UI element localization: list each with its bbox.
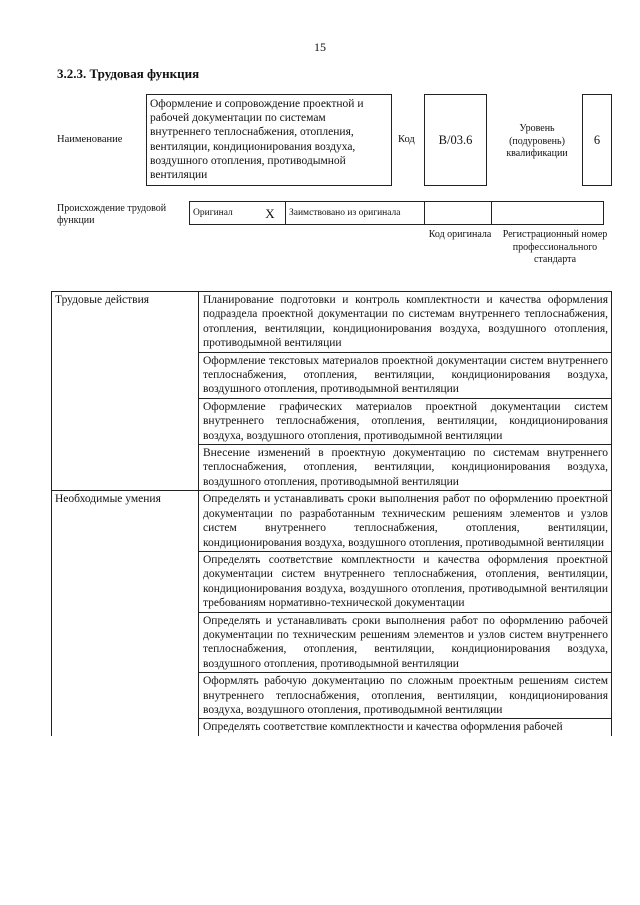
borrowed-label: Заимствовано из оригинала — [289, 207, 401, 218]
skill-item: Оформлять рабочую документацию по сложным проектным решениям систем внутреннего теплоснабжения, отопления, вентиляции, кондиционирования воздуха, воздушного отопления, противодымной вентиляции — [199, 673, 612, 719]
reg-number-caption: Регистрационный номер профессионального стандарта — [502, 229, 608, 265]
code-original-caption: Код оригинала — [428, 229, 492, 240]
code-label: Код — [398, 134, 415, 145]
labor-action-item: Оформление графических материалов проектной документации систем внутреннего теплоснабжения, отопления, вентиляции, кондиционирования воздуха, воздушного отопления, противодымной вентиляции — [199, 398, 612, 444]
table-row — [52, 292, 612, 353]
code-value: B/03.6 — [438, 132, 473, 147]
origin-label: Происхождение трудовой функции — [57, 203, 167, 226]
row-label-labor-actions: Трудовые действия — [52, 292, 199, 491]
main-table — [51, 291, 612, 736]
page-number: 15 — [314, 40, 326, 54]
skill-item: Определять и устанавливать сроки выполнения работ по оформлению рабочей документации по техническим решениям элементов и узлов систем внутреннего теплоснабжения, отопления, вентиляции, кондиционирования воздуха, воздушного отопления, противодымной вентиляции — [199, 612, 612, 673]
skill-item: Определять соответствие комплектности и качества оформления проектной документации систем внутреннего теплоснабжения, отопления, вентиляции, кондиционирования воздуха, воздушного отопления, противодымной вентиляции требованиям нормативно-технической документации — [199, 551, 612, 612]
level-label: Уровень (подуровень) квалификации — [506, 123, 568, 159]
origin-table — [189, 201, 604, 225]
labor-action-item: Планирование подготовки и контроль комплектности и качества оформления подраздела проектной документации по системам внутреннего теплоснабжения, отопления, вентиляции, кондиционирования воздуха, воздушного отопления, противодымной вентиляции — [199, 292, 612, 353]
reg-number-cell — [492, 202, 604, 225]
level-value: 6 — [593, 132, 601, 147]
level-value-box — [582, 94, 612, 186]
name-value: Оформление и сопровождение проектной и рабочей документации по системам внутреннего теплоснабжения, отопления, вентиляции, кондиционирования воздуха, воздушного отопления, противодымной вентиляции — [150, 98, 364, 182]
section-title: 3.2.3. Трудовая функция — [57, 66, 200, 81]
skill-item: Определять соответствие комплектности и качества оформления рабочей — [199, 719, 612, 736]
name-value-box — [146, 94, 392, 186]
original-mark-cell — [255, 202, 286, 225]
row-label-required-skills: Необходимые умения — [52, 491, 199, 736]
code-original-cell — [425, 202, 492, 225]
labor-action-item: Внесение изменений в проектную документацию по системам внутреннего теплоснабжения, отопления, вентиляции, кондиционирования воздуха, воздушного отопления, противодымной вентиляции — [199, 445, 612, 491]
borrowed-cell — [286, 202, 425, 225]
code-value-box — [424, 94, 487, 186]
original-label-cell — [190, 202, 256, 225]
skill-item: Определять и устанавливать сроки выполнения работ по оформлению проектной документации по разработанным техническим решениям элементов и узлов систем внутреннего теплоснабжения, отопления, вентиляции, кондиционирования воздуха, воздушного отопления, противодымной вентиляции — [199, 491, 612, 552]
table-row — [52, 491, 612, 552]
original-mark: X — [265, 205, 275, 221]
labor-action-item: Оформление текстовых материалов проектной документации систем внутреннего теплоснабжения, отопления, вентиляции, кондиционирования воздуха, воздушного отопления, противодымной вентиляции — [199, 352, 612, 398]
original-label: Оригинал — [193, 207, 233, 218]
name-label: Наименование — [57, 134, 123, 145]
